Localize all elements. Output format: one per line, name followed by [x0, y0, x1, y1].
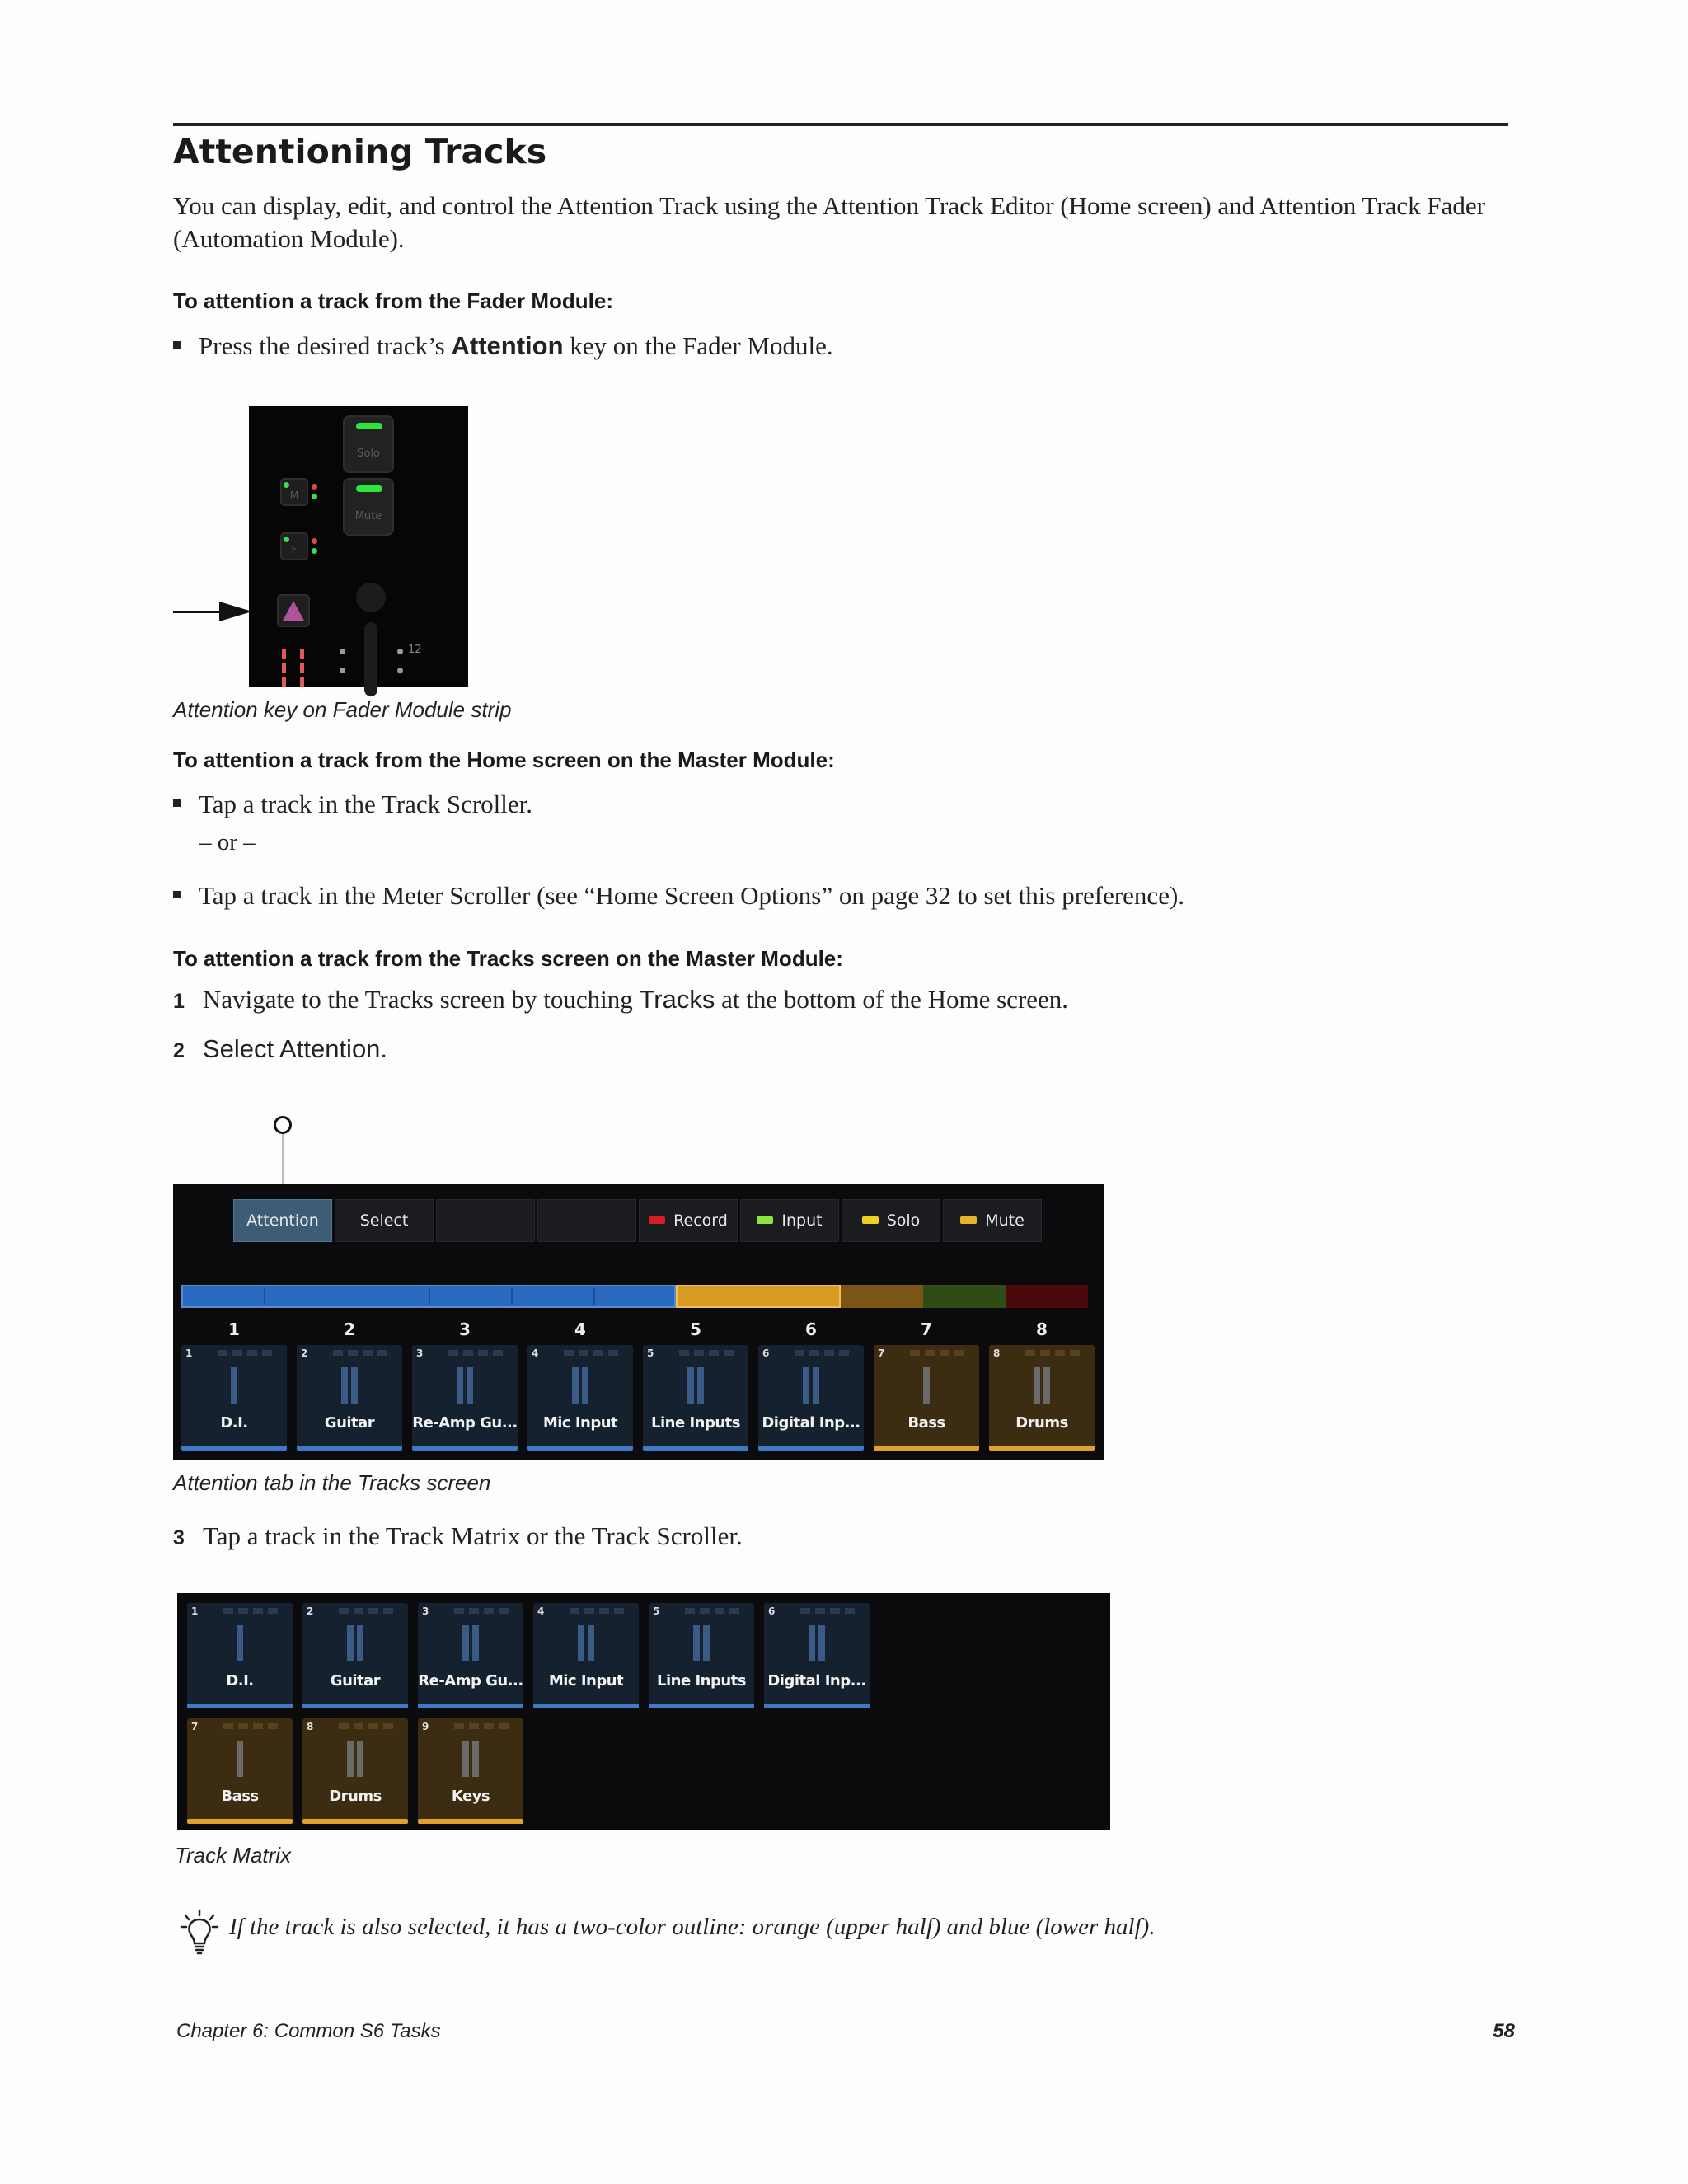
bullet-marker	[173, 799, 181, 807]
insert-indicator	[232, 1350, 242, 1356]
step-3	[173, 1520, 743, 1554]
track-number: 6	[768, 1605, 776, 1617]
track-number: 3	[416, 1347, 424, 1359]
track-color-bar	[418, 1704, 523, 1708]
track-name: Mic Input	[548, 1672, 624, 1690]
track-color-bar	[649, 1704, 754, 1708]
f-green-led	[284, 537, 289, 542]
pointer-arrow-head	[219, 602, 252, 621]
track-matrix	[177, 1593, 1110, 1830]
insert-indicator	[824, 1350, 834, 1356]
tip-text: If the track is also selected, it has a two-color outline: orange (upper half) and blue (lower half).	[229, 1914, 1156, 1940]
bank-number: 3	[459, 1319, 471, 1339]
insert-indicator	[493, 1350, 503, 1356]
insert-indicator	[1025, 1350, 1035, 1356]
track-color-bar	[528, 1446, 633, 1451]
bullet-marker	[173, 891, 181, 898]
attention-triangle-icon	[279, 596, 308, 626]
insert-indicator	[940, 1350, 950, 1356]
insert-indicator	[238, 1723, 248, 1729]
insert-indicator	[363, 1350, 373, 1356]
tab-label: Solo	[886, 1212, 921, 1230]
track-name: Bass	[907, 1414, 945, 1432]
track-meter	[237, 1625, 243, 1661]
meter-segment	[282, 649, 286, 659]
track-name: Drums	[1015, 1414, 1068, 1432]
tab-color-swatch	[649, 1216, 665, 1224]
track-meter	[341, 1367, 348, 1404]
track-meter	[467, 1367, 473, 1404]
page-heading: Attentioning Tracks	[173, 132, 547, 171]
track-color-bar	[302, 1819, 408, 1824]
track-tile[interactable]	[758, 1345, 864, 1451]
rotary-knob[interactable]	[356, 583, 386, 612]
insert-indicator	[800, 1608, 810, 1614]
tab-label: Attention	[246, 1212, 319, 1230]
step-text-pre: Navigate to the Tracks screen by touching	[203, 985, 640, 1014]
insert-indicator	[694, 1350, 704, 1356]
track-tile[interactable]	[764, 1603, 870, 1708]
mute-led	[356, 485, 382, 492]
m-red-led	[312, 484, 317, 490]
insert-indicator	[368, 1608, 378, 1614]
tab-attention[interactable]	[233, 1199, 332, 1242]
track-name: Bass	[221, 1788, 259, 1805]
insert-indicator	[262, 1350, 272, 1356]
section2-bullet2	[173, 879, 1184, 912]
track-meter	[237, 1741, 243, 1777]
track-name: Line Inputs	[657, 1672, 746, 1690]
track-name: Re-Amp Gu...	[418, 1672, 523, 1690]
insert-indicator	[715, 1608, 724, 1614]
track-tile[interactable]	[989, 1345, 1095, 1451]
track-name: Keys	[451, 1788, 490, 1805]
track-meter	[809, 1625, 815, 1661]
insert-indicator	[454, 1723, 464, 1729]
track-name: Re-Amp Gu...	[412, 1414, 518, 1432]
insert-indicator	[383, 1723, 393, 1729]
insert-indicator	[448, 1350, 458, 1356]
attention-key[interactable]	[277, 594, 310, 627]
insert-indicator	[454, 1608, 464, 1614]
track-meter	[347, 1741, 354, 1777]
track-meter	[347, 1625, 354, 1661]
insert-indicator	[954, 1350, 964, 1356]
track-meter	[1034, 1367, 1040, 1404]
insert-indicator	[469, 1608, 479, 1614]
insert-indicator	[685, 1608, 695, 1614]
meter-segment	[282, 663, 286, 673]
attention-key-name: Attention	[451, 331, 564, 360]
track-meter	[578, 1625, 584, 1661]
insert-indicator	[478, 1350, 488, 1356]
track-meter	[462, 1625, 469, 1661]
fader-slot[interactable]	[364, 622, 377, 696]
track-meter	[687, 1367, 694, 1404]
meter-segment	[300, 677, 304, 687]
track-number: 9	[422, 1721, 429, 1732]
m-key-label: M	[289, 490, 299, 501]
bullet-marker	[173, 341, 181, 349]
track-tile[interactable]	[874, 1345, 979, 1451]
insert-indicator	[354, 1608, 363, 1614]
track-meter	[697, 1367, 704, 1404]
mute-key-label: Mute	[354, 510, 382, 523]
track-tile[interactable]	[302, 1718, 408, 1824]
track-meter	[462, 1741, 469, 1777]
scroller-divider	[511, 1288, 513, 1305]
lightbulb-icon	[179, 1909, 220, 1955]
track-tile[interactable]	[649, 1603, 754, 1708]
tab-empty-2[interactable]	[436, 1199, 535, 1242]
track-meter	[472, 1625, 479, 1661]
track-color-bar	[187, 1819, 293, 1824]
insert-indicator	[339, 1608, 349, 1614]
insert-indicator	[608, 1350, 618, 1356]
insert-indicator	[679, 1350, 689, 1356]
scroller-range-green	[923, 1285, 1006, 1308]
insert-indicator	[499, 1723, 509, 1729]
track-tile[interactable]	[533, 1603, 639, 1708]
tab-label: Select	[359, 1212, 409, 1230]
track-number: 8	[307, 1721, 314, 1732]
scroller-divider	[429, 1288, 430, 1305]
tab-select[interactable]	[335, 1199, 434, 1242]
track-number: 4	[532, 1347, 539, 1359]
or-separator: – or –	[199, 829, 256, 855]
track-meter	[588, 1625, 594, 1661]
bullet-text: Tap a track in the Meter Scroller (see “Home Screen Options” on page 32 to set this preference).	[199, 881, 1185, 910]
track-color-bar	[764, 1704, 870, 1708]
fader-caption: Attention key on Fader Module strip	[173, 697, 512, 722]
bank-number: 7	[921, 1319, 932, 1339]
step-number: 1	[173, 990, 185, 1013]
tab-solo[interactable]	[842, 1199, 940, 1242]
track-number: 7	[878, 1347, 885, 1359]
f-key-label: F	[291, 544, 298, 555]
insert-indicator	[484, 1723, 494, 1729]
scroller-divider	[264, 1288, 265, 1305]
insert-indicator	[795, 1350, 804, 1356]
insert-indicator	[925, 1350, 935, 1356]
insert-indicator	[709, 1350, 719, 1356]
track-meter	[703, 1625, 710, 1661]
insert-indicator	[253, 1608, 263, 1614]
step-text-post: at the bottom of the Home screen.	[715, 985, 1069, 1014]
tab-color-swatch	[960, 1216, 977, 1224]
insert-indicator	[839, 1350, 849, 1356]
track-color-bar	[533, 1704, 639, 1708]
mute-key[interactable]	[343, 478, 394, 536]
insert-indicator	[599, 1608, 609, 1614]
track-name: Guitar	[330, 1672, 381, 1690]
insert-indicator	[268, 1608, 278, 1614]
track-meter	[813, 1367, 819, 1404]
track-number: 5	[647, 1347, 654, 1359]
insert-indicator	[463, 1350, 473, 1356]
track-meter	[818, 1625, 825, 1661]
track-color-bar	[181, 1446, 287, 1451]
track-meter	[572, 1367, 579, 1404]
tab-label: Mute	[985, 1212, 1025, 1230]
bank-number: 4	[574, 1319, 586, 1339]
section1-title: To attention a track from the Fader Module:	[173, 288, 614, 313]
track-number: 6	[762, 1347, 770, 1359]
bullet-text-post: key on the Fader Module.	[563, 331, 833, 360]
track-meter	[351, 1367, 358, 1404]
intro-paragraph: You can display, edit, and control the Attention Track using the Attention Track Editor (Home screen) and Attention Track Fader (Automation Module).	[173, 191, 1486, 253]
track-tile[interactable]	[302, 1603, 408, 1708]
track-tile[interactable]	[297, 1345, 402, 1451]
footer-page-number: 58	[1493, 2020, 1515, 2042]
insert-indicator	[339, 1723, 349, 1729]
tab-label: Input	[781, 1212, 823, 1230]
insert-indicator	[1070, 1350, 1080, 1356]
track-color-bar	[302, 1704, 408, 1708]
step-text: Tap a track in the Track Matrix or the Track Scroller.	[203, 1521, 743, 1550]
tab-record[interactable]	[639, 1199, 738, 1242]
track-meter	[923, 1367, 930, 1404]
m-green-led	[284, 482, 289, 488]
step-2	[173, 1033, 387, 1067]
track-number: 1	[185, 1347, 193, 1359]
f-green-led-2	[312, 548, 317, 554]
track-color-bar	[874, 1446, 979, 1451]
tab-label: Record	[673, 1212, 728, 1230]
track-color-bar	[643, 1446, 748, 1451]
step-number: 3	[173, 1526, 185, 1549]
insert-indicator	[564, 1350, 574, 1356]
track-name: Guitar	[324, 1414, 375, 1432]
bullet-text-pre: Press the desired track’s	[199, 331, 452, 360]
insert-indicator	[377, 1350, 387, 1356]
track-tile[interactable]	[181, 1345, 287, 1451]
tab-mute[interactable]	[943, 1199, 1042, 1242]
tracks-key-name: Tracks	[639, 985, 715, 1014]
solo-key-label: Solo	[357, 448, 380, 460]
insert-indicator	[614, 1608, 624, 1614]
track-color-bar	[297, 1446, 402, 1451]
insert-indicator	[815, 1608, 825, 1614]
insert-indicator	[383, 1608, 393, 1614]
heading-rule	[173, 123, 1508, 126]
insert-indicator	[469, 1723, 479, 1729]
section2-title: To attention a track from the Home screen on the Master Module:	[173, 748, 835, 772]
insert-indicator	[499, 1608, 509, 1614]
track-name: Drums	[329, 1788, 382, 1805]
insert-indicator	[253, 1723, 263, 1729]
bank-number: 2	[344, 1319, 355, 1339]
step-1	[173, 983, 1068, 1018]
track-meter	[457, 1367, 463, 1404]
track-color-bar	[187, 1704, 293, 1708]
callout-circle	[274, 1116, 292, 1134]
insert-indicator	[247, 1350, 257, 1356]
bank-number: 5	[690, 1319, 701, 1339]
insert-indicator	[333, 1350, 343, 1356]
insert-indicator	[238, 1608, 248, 1614]
track-color-bar	[412, 1446, 518, 1451]
tracks-screen	[173, 1184, 1104, 1460]
track-tile[interactable]	[528, 1345, 633, 1451]
track-meter	[693, 1625, 700, 1661]
track-number: 1	[191, 1605, 199, 1617]
track-color-bar	[758, 1446, 864, 1451]
insert-indicator	[593, 1350, 603, 1356]
track-name: D.I.	[220, 1414, 248, 1432]
track-number: 3	[422, 1605, 429, 1617]
track-name: Digital Inp...	[762, 1414, 860, 1432]
tab-color-swatch	[862, 1216, 879, 1224]
track-meter	[1043, 1367, 1050, 1404]
step-text: Select Attention.	[203, 1034, 388, 1063]
footer-chapter: Chapter 6: Common S6 Tasks	[176, 2020, 441, 2042]
solo-key[interactable]	[343, 415, 394, 473]
m-green-led-2	[312, 494, 317, 499]
insert-indicator	[584, 1608, 594, 1614]
scale-number: 12	[408, 644, 422, 656]
track-number: 4	[537, 1605, 545, 1617]
insert-indicator	[845, 1608, 855, 1614]
bank-number: 8	[1036, 1319, 1048, 1339]
insert-indicator	[348, 1350, 358, 1356]
tracks-caption: Attention tab in the Tracks screen	[173, 1470, 491, 1495]
scale-dot	[397, 668, 403, 673]
track-name: Digital Inp...	[767, 1672, 866, 1690]
track-meter	[357, 1625, 363, 1661]
scroller-range-dim-orange	[841, 1285, 923, 1308]
track-number: 8	[993, 1347, 1001, 1359]
insert-indicator	[218, 1350, 227, 1356]
track-meter	[231, 1367, 237, 1404]
matrix-caption: Track Matrix	[175, 1843, 292, 1868]
insert-indicator	[910, 1350, 920, 1356]
meter-segment	[300, 649, 304, 659]
insert-indicator	[368, 1723, 378, 1729]
insert-indicator	[724, 1350, 734, 1356]
bullet-text: Tap a track in the Track Scroller.	[199, 790, 533, 818]
track-meter	[357, 1741, 363, 1777]
insert-indicator	[809, 1350, 819, 1356]
track-number: 5	[653, 1605, 660, 1617]
insert-indicator	[268, 1723, 278, 1729]
section1-bullet	[173, 330, 833, 363]
track-tile[interactable]	[412, 1345, 518, 1451]
solo-led	[356, 423, 382, 429]
tab-color-swatch	[757, 1216, 773, 1224]
track-meter	[472, 1741, 479, 1777]
bank-number: 6	[805, 1319, 817, 1339]
insert-indicator	[1055, 1350, 1065, 1356]
track-tile[interactable]	[187, 1603, 293, 1708]
track-tile[interactable]	[643, 1345, 748, 1451]
section3-title: To attention a track from the Tracks screen on the Master Module:	[173, 946, 843, 971]
fader-module-strip	[249, 406, 468, 687]
scroller-range-red	[1006, 1285, 1088, 1308]
track-number: 2	[307, 1605, 314, 1617]
track-name: D.I.	[226, 1672, 254, 1690]
insert-indicator	[1040, 1350, 1050, 1356]
insert-indicator	[354, 1723, 363, 1729]
track-tile[interactable]	[418, 1718, 523, 1824]
section2-bullet1	[173, 788, 532, 821]
scroller-divider	[593, 1288, 595, 1305]
tab-input[interactable]	[740, 1199, 839, 1242]
track-tile[interactable]	[187, 1718, 293, 1824]
scale-dot	[340, 668, 345, 673]
track-number: 2	[301, 1347, 308, 1359]
meter-segment	[282, 677, 286, 687]
insert-indicator	[484, 1608, 494, 1614]
insert-indicator	[729, 1608, 739, 1614]
tab-empty-3[interactable]	[537, 1199, 636, 1242]
track-meter	[803, 1367, 809, 1404]
scroller-range-orange	[676, 1285, 841, 1308]
track-meter	[582, 1367, 588, 1404]
scale-dot	[340, 649, 345, 654]
insert-indicator	[223, 1608, 233, 1614]
insert-indicator	[223, 1723, 233, 1729]
track-color-bar	[989, 1446, 1095, 1451]
track-color-bar	[418, 1819, 523, 1824]
track-tile[interactable]	[418, 1603, 523, 1708]
f-red-led	[312, 538, 317, 544]
insert-indicator	[830, 1608, 840, 1614]
bank-number: 1	[228, 1319, 240, 1339]
track-name: Line Inputs	[651, 1414, 740, 1432]
scale-dot	[397, 649, 403, 654]
insert-indicator	[570, 1608, 579, 1614]
meter-segment	[300, 663, 304, 673]
insert-indicator	[579, 1350, 588, 1356]
track-number: 7	[191, 1721, 199, 1732]
insert-indicator	[700, 1608, 710, 1614]
track-name: Mic Input	[542, 1414, 618, 1432]
step-number: 2	[173, 1039, 185, 1062]
